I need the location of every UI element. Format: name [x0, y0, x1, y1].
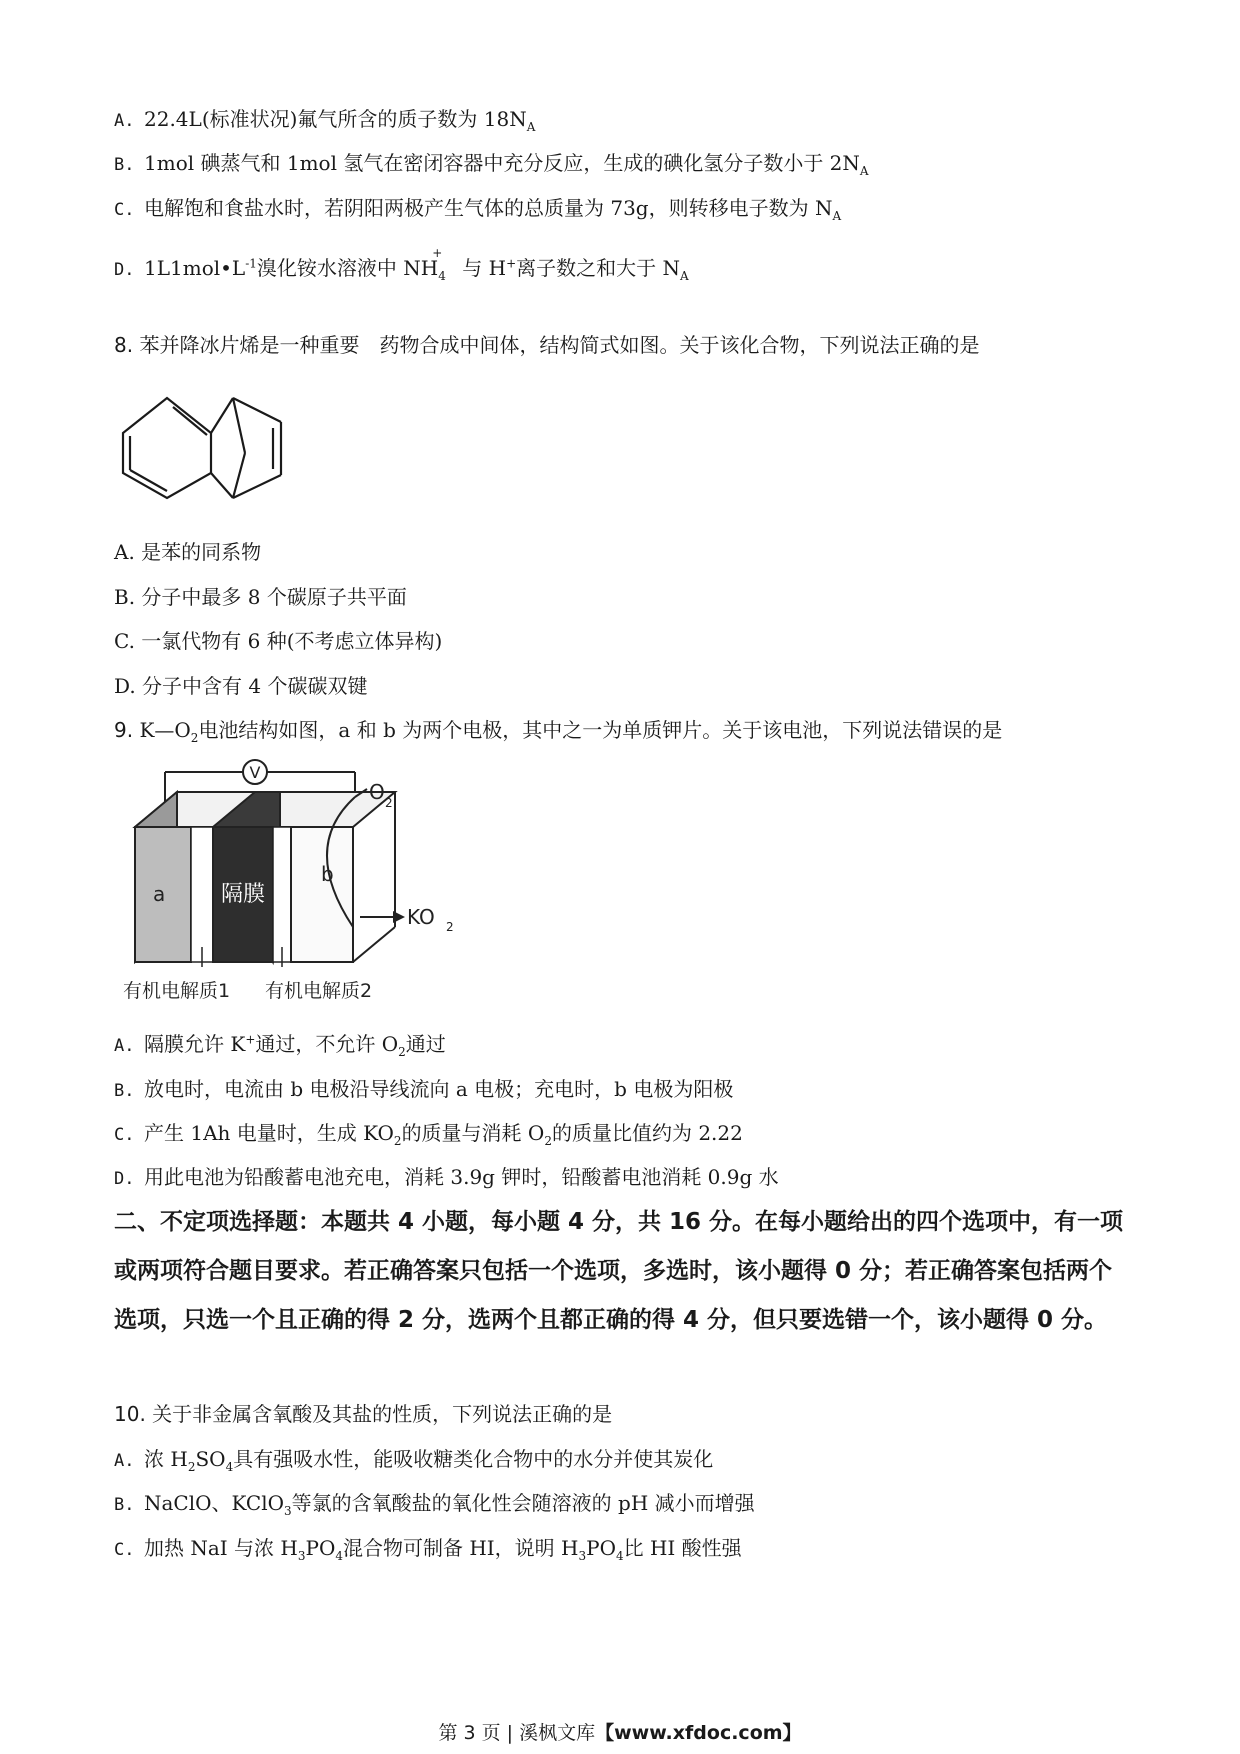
svg-text:2: 2	[446, 920, 454, 934]
q10-option-b: B. NaClO、KClO$_3$等氯的含氧酸盐的氧化性会随溶液的 pH 减小而增强	[114, 1491, 755, 1518]
svg-text:a: a	[153, 882, 166, 906]
svg-text:有机电解质2: 有机电解质2	[265, 980, 373, 1002]
q8-option-b: B. 分子中最多 8 个碳原子共平面	[114, 585, 407, 609]
q10-option-a: A. 浓 $H_2SO_4$具有强吸水性，能吸收糖类化合物中的水分并使其炭化	[114, 1447, 714, 1474]
q7-option-c: C. 电解饱和食盐水时，若阴阳两极产生气体的总质量为 73g，则转移电子数为 $N_A$	[114, 196, 842, 223]
benzonorbornadiene-structure	[115, 390, 295, 500]
q9-option-d: D. 用此电池为铅酸蓄电池充电，消耗 3.9g 钾时，铅酸蓄电池消耗 0.9g 水	[114, 1165, 779, 1189]
svg-text:KO: KO	[407, 905, 435, 929]
q9-option-c: C. 产生 1Ah 电量时，生成 $KO_2$的质量与消耗 $O_2$的质量比值约为 2.22	[114, 1121, 743, 1148]
q7-option-a: A. 22.4L(标准状况)氟气所含的质子数为 $18N_A$	[114, 107, 536, 134]
svg-text:V: V	[249, 763, 261, 782]
q8-option-c: C. 一氯代物有 6 种(不考虑立体异构)	[114, 629, 443, 653]
svg-text:2: 2	[385, 796, 393, 810]
svg-text:有机电解质1: 有机电解质1	[123, 980, 231, 1002]
q8-option-d: D. 分子中含有 4 个碳碳双键	[114, 674, 368, 698]
svg-text:b: b	[321, 862, 334, 886]
q9-stem: 9. $K—O_2$电池结构如图，a 和 b 为两个电极，其中之一为单质钾片。关于该电池，下列说法错误的是	[114, 718, 1003, 745]
svg-text:隔膜: 隔膜	[220, 882, 266, 907]
q8-option-a: A. 是苯的同系物	[114, 540, 262, 564]
q10-stem: 10. 关于非金属含氧酸及其盐的性质，下列说法正确的是	[114, 1402, 613, 1426]
q10-option-c: C. 加热 NaI 与浓 $H_3PO_4$混合物可制备 HI，说明 $H_3PO_4$比 HI 酸性强	[114, 1536, 742, 1563]
arrow-right-icon	[393, 911, 405, 923]
svg-text:O: O	[369, 780, 385, 804]
k-o2-battery-diagram	[115, 757, 475, 1002]
footer-website-link[interactable]: 【www.xfdoc.com】	[595, 1722, 802, 1744]
page-footer: 第 3 页 | 溪枫文库【www.xfdoc.com】	[438, 1722, 802, 1744]
q8-stem: 8. 苯并降冰片烯是一种重要 药物合成中间体，结构简式如图。关于该化合物，下列说法正确的是	[114, 333, 980, 357]
q7-option-d: D. $1L1mol•L^{-1}$溴化铵水溶液中 $NH^+_4$ 与 H+离子数之和大于 $N_A$	[114, 246, 689, 283]
q9-option-b: B. 放电时，电流由 b 电极沿导线流向 a 电极；充电时，b 电极为阳极	[114, 1077, 734, 1101]
q9-option-a: A. 隔膜允许 K+通过，不允许 $O_2$通过	[114, 1032, 446, 1059]
section-2-instructions: 二、不定项选择题：本题共 4 小题，每小题 4 分，共 16 分。在每小题给出的四个选项中，有一项或两项符合题目要求。若正确答案只包括一个选项，多选时，该小题得 0 分；若正确答案包括两个选项，只选一个且正确的得 2 分，选两个且都正确的得 4 分，但只要选错一个，该小题得 0 分。	[114, 1209, 1124, 1333]
q7-option-b: B. 1mol 碘蒸气和 1mol 氢气在密闭容器中充分反应，生成的碘化氢分子数小于 $2N_A$	[114, 151, 869, 178]
